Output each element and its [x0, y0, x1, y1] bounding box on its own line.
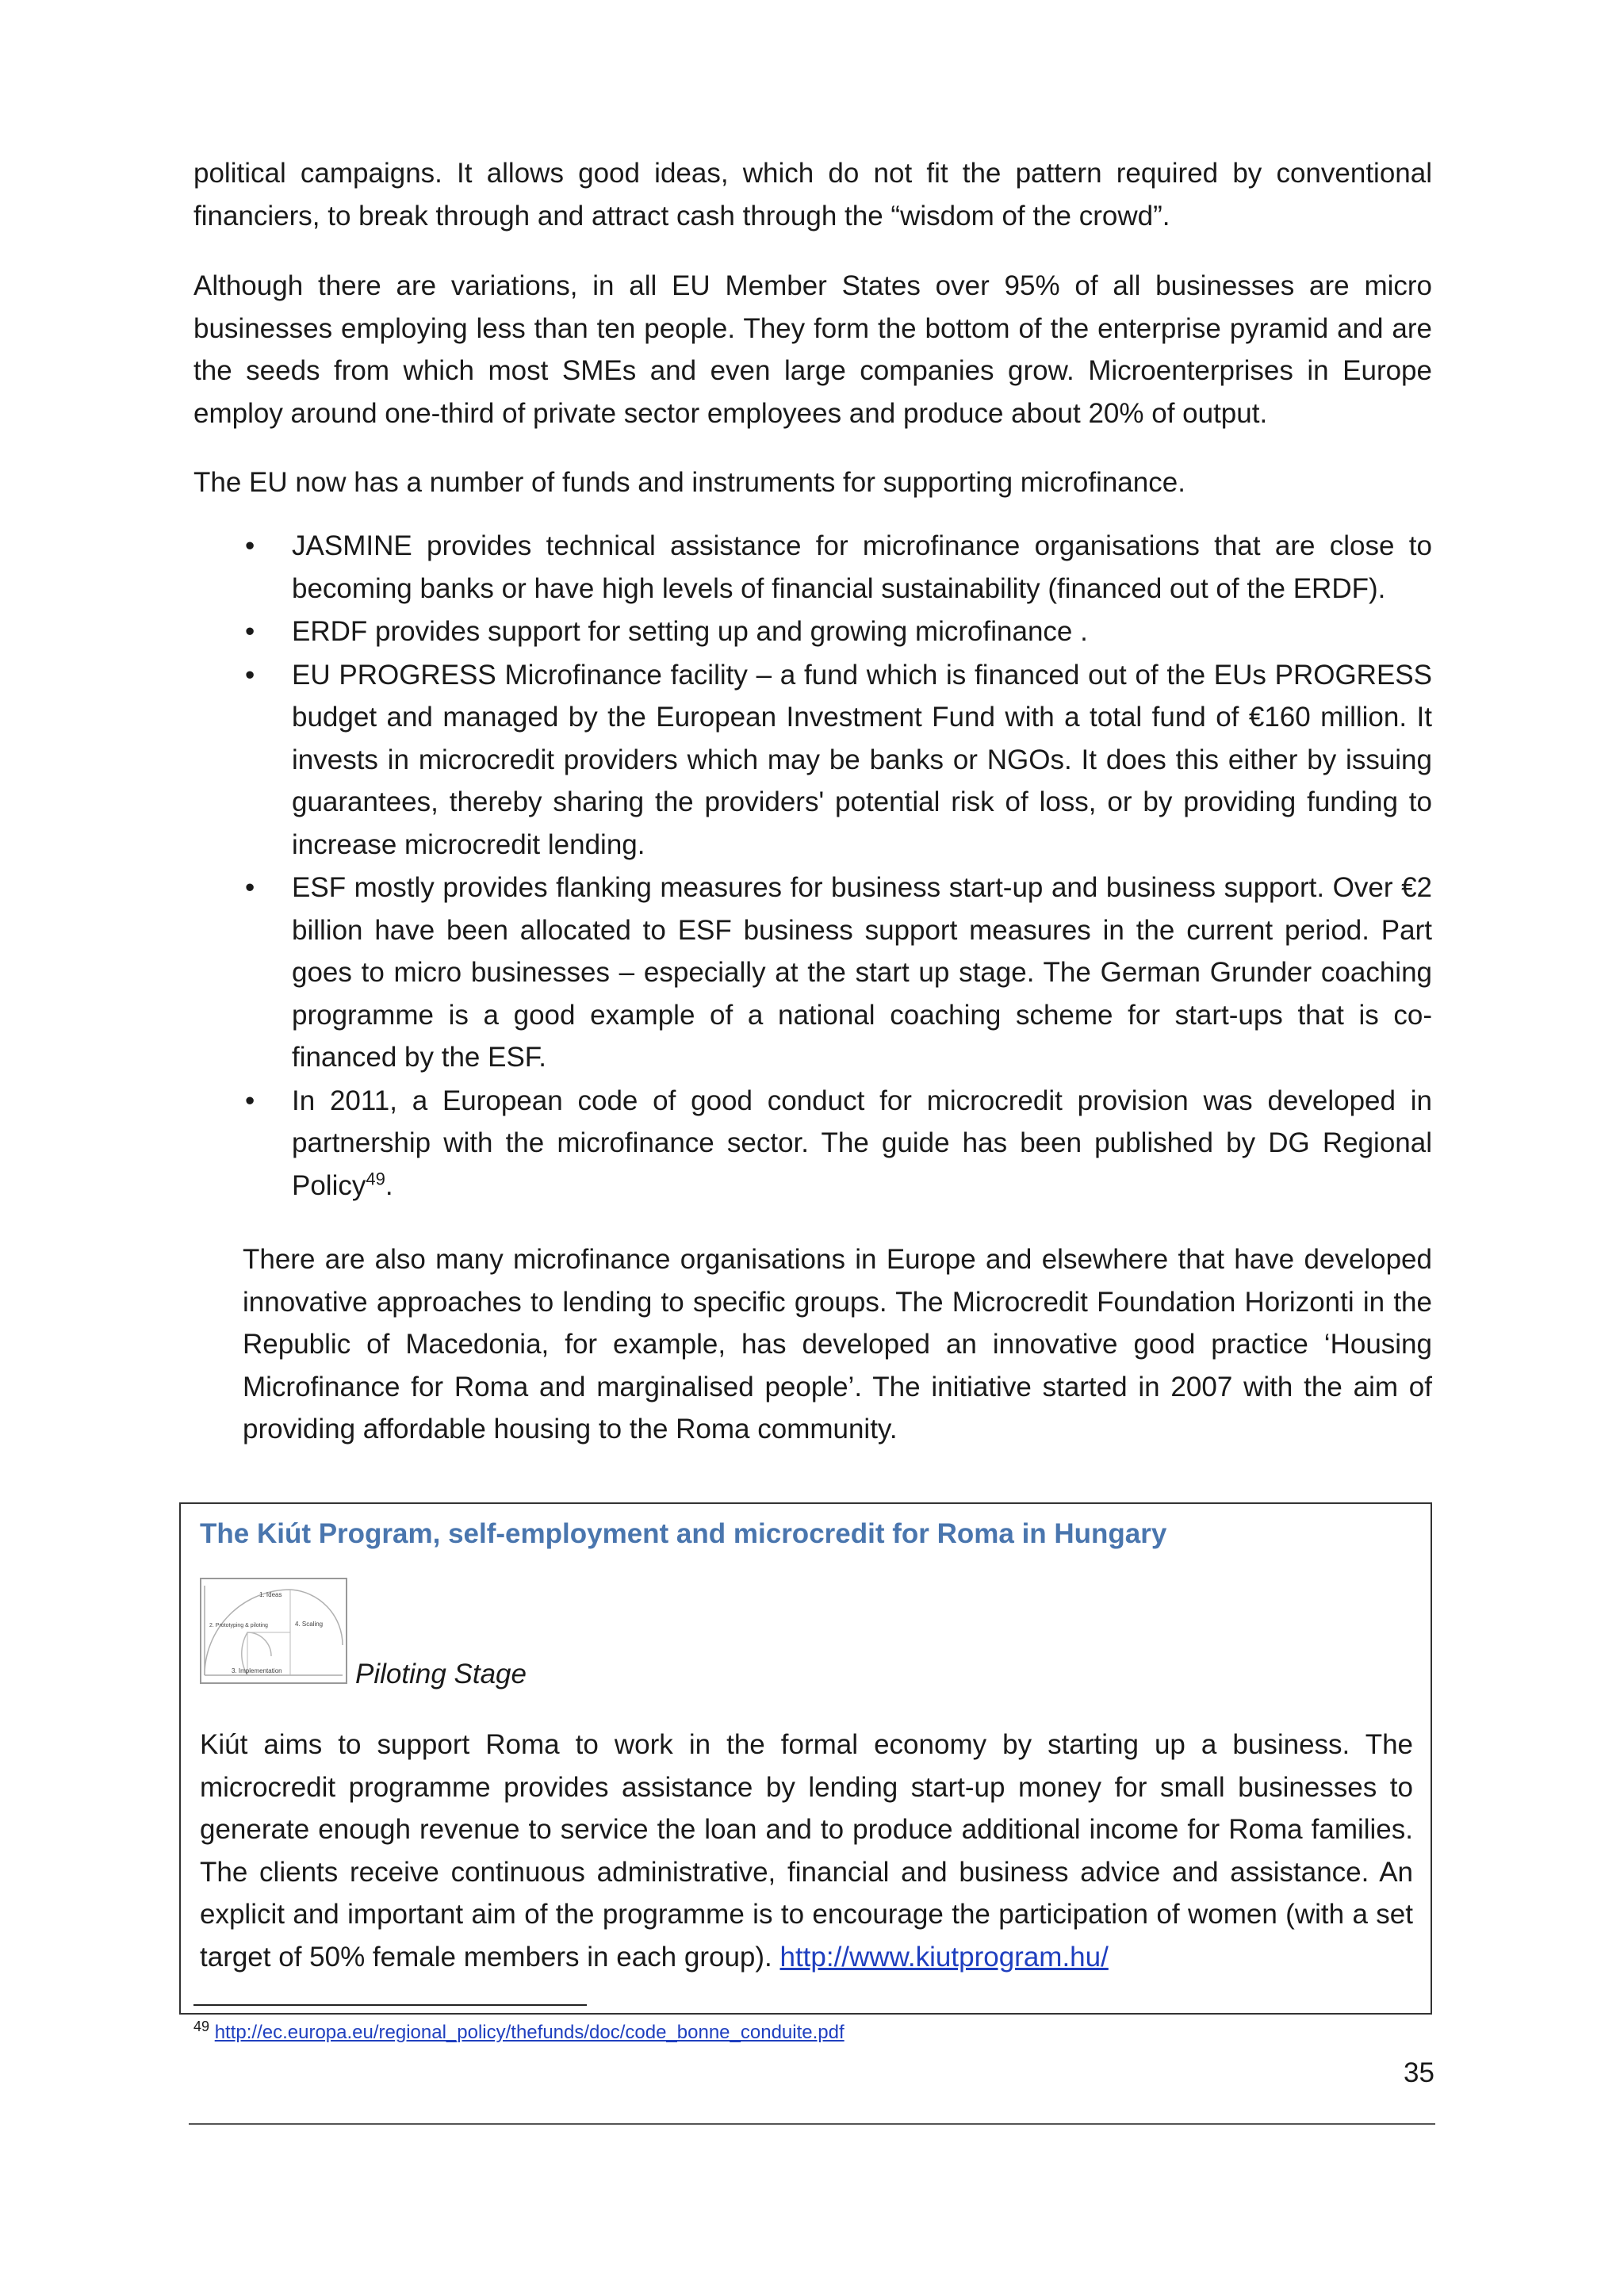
diagram-label-prototyping: 2. Prototyping & piloting [209, 1623, 268, 1628]
stage-label: Piloting Stage [355, 1659, 527, 1689]
bullet-icon: • [245, 659, 255, 691]
page-number: 35 [1404, 2057, 1434, 2088]
paragraph-microfinance-organisations: There are also many microfinance organisations in Europe and elsewhere that have developed innovative approaches to lending to specific groups. The Microcredit Foundation Horizonti in the Republic of Macedonia, for example, has developed an innovative good practice ‘Housing Microfinance for Roma and marginalised people’. The initiative started in 2007 with the aim of providing affordable housing to the Roma community. [243, 1244, 1432, 1445]
footnote-link[interactable]: http://ec.europa.eu/regional_policy/thefunds/doc/code_bonne_conduite.pdf [214, 2022, 845, 2043]
case-study-title: The Kiút Program, self-employment and microcredit for Roma in Hungary [200, 1518, 1167, 1549]
paragraph-eu-funds: The EU now has a number of funds and instruments for supporting microfinance. [193, 467, 1185, 498]
list-item: • ESF mostly provides flanking measures for business start-up and business support. Over €2 billion have been allocated to ESF business support measures in the current period. Part goes to micro businesses – especially at the start up stage. The German Grunder coaching programme is a good example of a national coaching scheme for start-ups that is co-financed by the ESF. [193, 867, 1432, 1079]
bullet-icon: • [245, 530, 255, 561]
footnote-separator [193, 2004, 587, 2006]
diagram-label-implementation: 3. Implementation [232, 1667, 282, 1674]
page-bottom-rule [189, 2123, 1435, 2125]
list-item: • In 2011, a European code of good conduct for microcredit provision was developed in partnership with the microfinance sector. The guide has been published by DG Regional Policy$^{49}$. [193, 1080, 1432, 1207]
bullet-icon: • [245, 1085, 255, 1116]
footnote-ref[interactable]: 49 [366, 1168, 385, 1188]
list-item: • EU PROGRESS Microfinance facility – a fund which is financed out of the EUs PROGRESS budget and managed by the European Investment Fund with a total fund of €160 million. It invests in microcredit providers which may be banks or NGOs. It does this either by issuing guarantees, thereby sharing the providers' potential risk of loss, or by providing funding to increase microcredit lending. [193, 654, 1432, 867]
bullet-icon: • [245, 616, 255, 647]
list-item: • ERDF provides support for setting up and growing microfinance . [193, 610, 1432, 653]
kiut-program-link[interactable]: http://www.kiutprogram.hu/ [779, 1941, 1109, 1973]
diagram-label-ideas: 1. Ideas [259, 1591, 282, 1598]
innovation-spiral-diagram [200, 1578, 347, 1684]
paragraph-micro-businesses: Although there are variations, in all EU Member States over 95% of all businesses are micro businesses employing less than ten people. They form the bottom of the enterprise pyramid and are the seeds from which most SMEs and even large companies grow. Microenterprises in Europe employ around one-third of private sector employees and produce about 20% of output. [193, 270, 1432, 429]
footnote-number: 49 [193, 2019, 210, 2034]
funds-bullet-list [193, 525, 1432, 1207]
bullet-icon: • [245, 872, 255, 903]
list-item: • JASMINE provides technical assistance for microfinance organisations that are close to becoming banks or have high levels of financial sustainability (financed out of the ERDF). [193, 525, 1432, 610]
case-study-text: Kiút aims to support Roma to work in the formal economy by starting up a business. The microcredit programme provides assistance by lending start-up money for small businesses to generate enough revenue to service the loan and to produce additional income for Roma families. The clients receive continuous administrative, financial and business advice and assistance. An explicit and important aim of the programme is to encourage the participation of women (with a set target of 50% female members in each group). http://www.kiutprogram.hu/ [200, 1729, 1413, 1973]
footnote [193, 2020, 845, 2045]
paragraph-crowdfunding: political campaigns. It allows good ideas, which do not fit the pattern required by conventional financiers, to break through and attract cash through the “wisdom of the crowd”. [193, 158, 1432, 232]
diagram-label-scaling: 4. Scaling [295, 1621, 324, 1628]
